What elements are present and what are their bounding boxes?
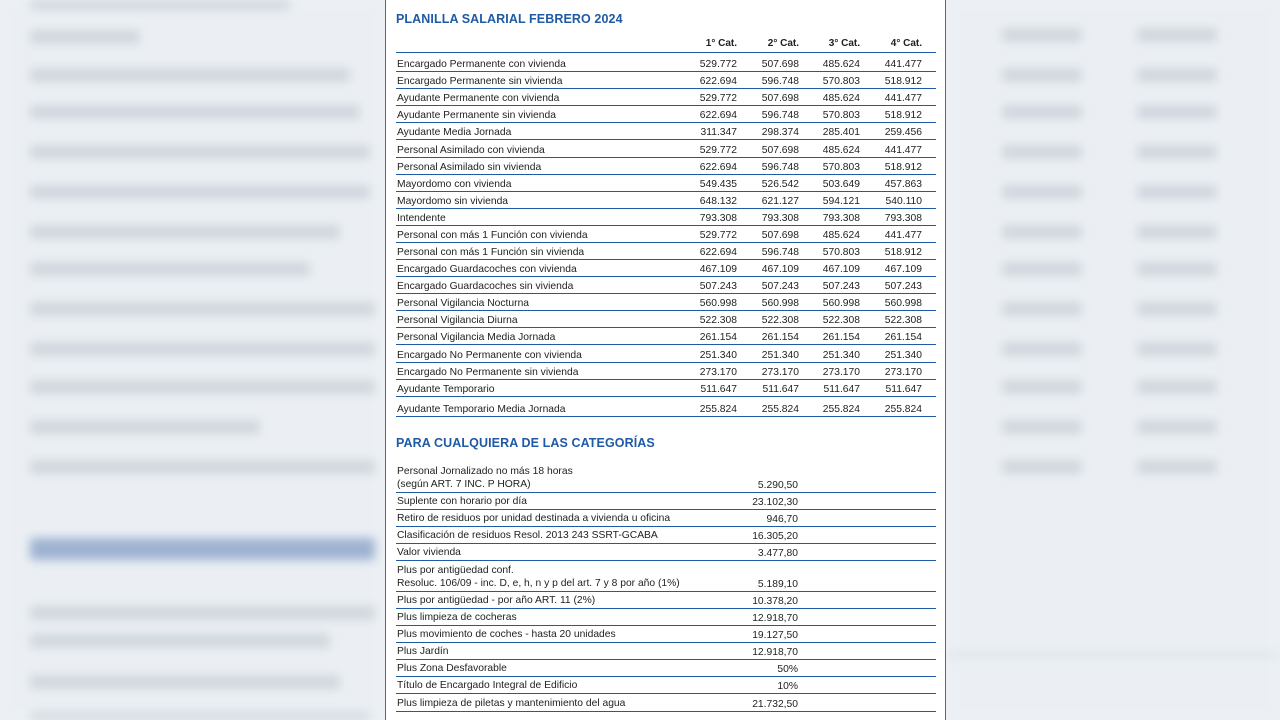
value-cat-2: 507.698 (761, 145, 799, 156)
row-label: Título de Encargado Integral de Edificio (397, 679, 578, 691)
row-label: Encargado Guardacoches sin vivienda (397, 281, 574, 292)
value-cat-1: 622.694 (699, 110, 737, 121)
table-row (396, 106, 936, 123)
value-cat-1: 622.694 (699, 76, 737, 87)
row-label: Ayudante Temporario (397, 384, 495, 395)
value-cat-1: 507.243 (699, 281, 737, 292)
row-label: Ayudante Permanente con vivienda (397, 93, 560, 104)
value-cat-1: 622.694 (699, 247, 737, 258)
value-cat-4: 273.170 (884, 367, 922, 378)
row-label: Ayudante Permanente sin vivienda (397, 110, 556, 121)
table-row (396, 363, 936, 380)
table-row (396, 643, 936, 660)
value-cat-1: 529.772 (699, 59, 737, 70)
value-cat-2: 261.154 (761, 332, 799, 343)
value-cat-3: 255.824 (822, 404, 860, 415)
value-cat-2: 560.998 (761, 298, 799, 309)
row-label: Plus movimiento de coches - hasta 20 unidades (397, 628, 616, 640)
row-value: 12.918,70 (752, 613, 798, 624)
value-cat-2: 526.542 (761, 179, 799, 190)
row-label (397, 565, 680, 590)
row-label: Ayudante Media Jornada (397, 127, 512, 138)
table-row (396, 175, 936, 192)
value-cat-3: 522.308 (822, 315, 860, 326)
value-cat-2: 507.698 (761, 59, 799, 70)
table-row (396, 510, 936, 527)
header-cat-2: 2° Cat. (767, 38, 799, 49)
row-value: 5.290,50 (757, 480, 798, 491)
table-row (396, 380, 936, 397)
table-row (396, 192, 936, 209)
value-cat-4: 511.647 (885, 384, 922, 395)
table-row (396, 328, 936, 345)
table-row (396, 660, 936, 677)
row-label-line-2: (según ART. 7 INC. P HORA) (397, 478, 531, 490)
table-row (396, 123, 936, 140)
value-cat-4: 518.912 (884, 110, 922, 121)
table-row (396, 527, 936, 544)
row-label (397, 466, 573, 491)
table-row (396, 345, 936, 363)
table-row (396, 493, 936, 510)
row-value: 16.305,20 (752, 531, 798, 542)
value-cat-3: 570.803 (822, 110, 860, 121)
salary-table-header (396, 38, 936, 53)
row-label: Personal con más 1 Función con vivienda (397, 230, 588, 241)
value-cat-3: 570.803 (822, 76, 860, 87)
table-row (396, 226, 936, 243)
row-label: Plus Zona Desfavorable (397, 662, 507, 674)
value-cat-2: 467.109 (761, 264, 799, 275)
value-cat-1: 261.154 (699, 332, 737, 343)
header-cat-3: 3° Cat. (828, 38, 860, 49)
value-cat-2: 793.308 (761, 213, 799, 224)
salary-table-title: PLANILLA SALARIAL FEBRERO 2024 (396, 12, 623, 26)
value-cat-2: 621.127 (761, 196, 799, 207)
value-cat-1: 522.308 (699, 315, 737, 326)
background-left-blurred (0, 0, 385, 720)
row-value: 23.102,30 (752, 497, 798, 508)
value-cat-4: 441.477 (884, 59, 922, 70)
table-row (396, 397, 936, 417)
table-row (396, 677, 936, 694)
table-row (396, 72, 936, 89)
value-cat-4: 540.110 (885, 196, 922, 207)
row-label: Personal Asimilado sin vivienda (397, 162, 542, 173)
categories-section-title: PARA CUALQUIERA DE LAS CATEGORÍAS (396, 436, 655, 450)
row-label: Personal Vigilancia Nocturna (397, 298, 530, 309)
table-row (396, 311, 936, 328)
table-row (396, 53, 936, 72)
table-row (396, 462, 936, 493)
table-row (396, 626, 936, 643)
row-label: Encargado Permanente sin vivienda (397, 76, 563, 87)
value-cat-4: 793.308 (884, 213, 922, 224)
value-cat-2: 596.748 (761, 162, 799, 173)
header-cat-4: 4° Cat. (890, 38, 922, 49)
value-cat-1: 793.308 (699, 213, 737, 224)
table-row (396, 243, 936, 260)
value-cat-3: 485.624 (822, 145, 860, 156)
row-label: Encargado Guardacoches con vivienda (397, 264, 577, 275)
value-cat-3: 570.803 (822, 247, 860, 258)
row-label: Plus Jardín (397, 645, 449, 657)
value-cat-3: 485.624 (822, 230, 860, 241)
value-cat-3: 485.624 (822, 59, 860, 70)
value-cat-1: 311.347 (700, 127, 737, 138)
value-cat-1: 467.109 (699, 264, 737, 275)
value-cat-3: 570.803 (822, 162, 860, 173)
value-cat-1: 560.998 (699, 298, 737, 309)
value-cat-3: 560.998 (822, 298, 860, 309)
value-cat-2: 251.340 (761, 350, 799, 361)
row-label: Plus limpieza de piletas y mantenimiento del agua (397, 697, 626, 709)
row-value: 19.127,50 (752, 630, 798, 641)
value-cat-4: 255.824 (884, 404, 922, 415)
value-cat-4: 251.340 (884, 350, 922, 361)
value-cat-1: 511.647 (700, 384, 737, 395)
value-cat-1: 529.772 (699, 145, 737, 156)
row-label: Retiro de residuos por unidad destinada a vivienda u oficina (397, 512, 671, 524)
row-label: Personal Vigilancia Media Jornada (397, 332, 556, 343)
value-cat-2: 596.748 (761, 110, 799, 121)
row-label-line-1: Plus por antigüedad conf. (397, 565, 514, 576)
value-cat-1: 648.132 (699, 196, 737, 207)
row-label: Valor vivienda (397, 546, 461, 558)
table-row (396, 694, 936, 712)
value-cat-3: 594.121 (822, 196, 860, 207)
document-page (385, 0, 946, 720)
value-cat-2: 522.308 (761, 315, 799, 326)
row-label: Mayordomo sin vivienda (397, 196, 509, 207)
value-cat-2: 507.698 (761, 230, 799, 241)
value-cat-3: 507.243 (822, 281, 860, 292)
row-label: Clasificación de residuos Resol. 2013 243 SSRT-GCABA (397, 529, 658, 541)
row-label: Ayudante Temporario Media Jornada (397, 404, 566, 415)
value-cat-3: 273.170 (822, 367, 860, 378)
value-cat-3: 503.649 (822, 179, 860, 190)
table-row (396, 158, 936, 175)
value-cat-4: 259.456 (884, 127, 922, 138)
value-cat-3: 285.401 (822, 127, 860, 138)
row-label: Plus por antigüedad - por año ART. 11 (2%) (397, 594, 596, 606)
row-value: 21.732,50 (752, 699, 798, 710)
value-cat-3: 467.109 (822, 264, 860, 275)
value-cat-2: 273.170 (761, 367, 799, 378)
value-cat-1: 529.772 (699, 93, 737, 104)
row-label: Personal Asimilado con vivienda (397, 145, 545, 156)
header-cat-1: 1° Cat. (705, 38, 737, 49)
value-cat-4: 457.863 (884, 179, 922, 190)
row-value: 12.918,70 (752, 647, 798, 658)
value-cat-2: 596.748 (761, 76, 799, 87)
row-label: Intendente (397, 213, 446, 224)
row-value: 10.378,20 (752, 596, 798, 607)
value-cat-4: 518.912 (884, 247, 922, 258)
row-label: Personal con más 1 Función sin vivienda (397, 247, 585, 258)
value-cat-2: 511.647 (762, 384, 799, 395)
value-cat-1: 622.694 (699, 162, 737, 173)
value-cat-1: 549.435 (699, 179, 737, 190)
value-cat-4: 518.912 (884, 76, 922, 87)
row-label: Personal Vigilancia Diurna (397, 315, 518, 326)
value-cat-4: 261.154 (884, 332, 922, 343)
value-cat-2: 507.698 (761, 93, 799, 104)
table-row (396, 260, 936, 277)
row-label: Plus limpieza de cocheras (397, 611, 517, 623)
table-row (396, 544, 936, 561)
value-cat-2: 596.748 (761, 247, 799, 258)
table-row (396, 209, 936, 226)
table-row (396, 609, 936, 626)
table-row (396, 592, 936, 609)
value-cat-4: 441.477 (884, 93, 922, 104)
value-cat-2: 255.824 (761, 404, 799, 415)
value-cat-3: 511.647 (823, 384, 860, 395)
table-row (396, 277, 936, 294)
value-cat-2: 298.374 (761, 127, 799, 138)
value-cat-1: 529.772 (699, 230, 737, 241)
row-value: 50% (777, 664, 798, 675)
background-right-blurred (947, 0, 1280, 720)
row-label-line-1: Personal Jornalizado no más 18 horas (397, 466, 573, 477)
value-cat-1: 251.340 (699, 350, 737, 361)
row-value: 10% (777, 681, 798, 692)
table-row (396, 89, 936, 106)
value-cat-4: 522.308 (884, 315, 922, 326)
row-label-line-2: Resoluc. 106/09 - inc. D, e, h, n y p del art. 7 y 8 por año (1%) (397, 577, 680, 589)
value-cat-1: 273.170 (699, 367, 737, 378)
value-cat-4: 518.912 (884, 162, 922, 173)
value-cat-4: 560.998 (884, 298, 922, 309)
row-label: Encargado Permanente con vivienda (397, 59, 566, 70)
table-row (396, 294, 936, 311)
row-label: Mayordomo con vivienda (397, 179, 512, 190)
value-cat-3: 485.624 (822, 93, 860, 104)
value-cat-3: 251.340 (822, 350, 860, 361)
value-cat-4: 441.477 (884, 145, 922, 156)
value-cat-3: 793.308 (822, 213, 860, 224)
value-cat-1: 255.824 (699, 404, 737, 415)
value-cat-4: 441.477 (884, 230, 922, 241)
value-cat-4: 507.243 (884, 281, 922, 292)
row-value: 5.189,10 (757, 579, 798, 590)
value-cat-4: 467.109 (884, 264, 922, 275)
row-value: 946,70 (766, 514, 798, 525)
value-cat-2: 507.243 (761, 281, 799, 292)
row-label: Encargado No Permanente sin vivienda (397, 367, 579, 378)
table-row (396, 561, 936, 592)
row-label: Suplente con horario por día (397, 495, 527, 507)
row-label: Encargado No Permanente con vivienda (397, 350, 582, 361)
row-value: 3.477,80 (757, 548, 798, 559)
table-row (396, 140, 936, 158)
value-cat-3: 261.154 (822, 332, 860, 343)
